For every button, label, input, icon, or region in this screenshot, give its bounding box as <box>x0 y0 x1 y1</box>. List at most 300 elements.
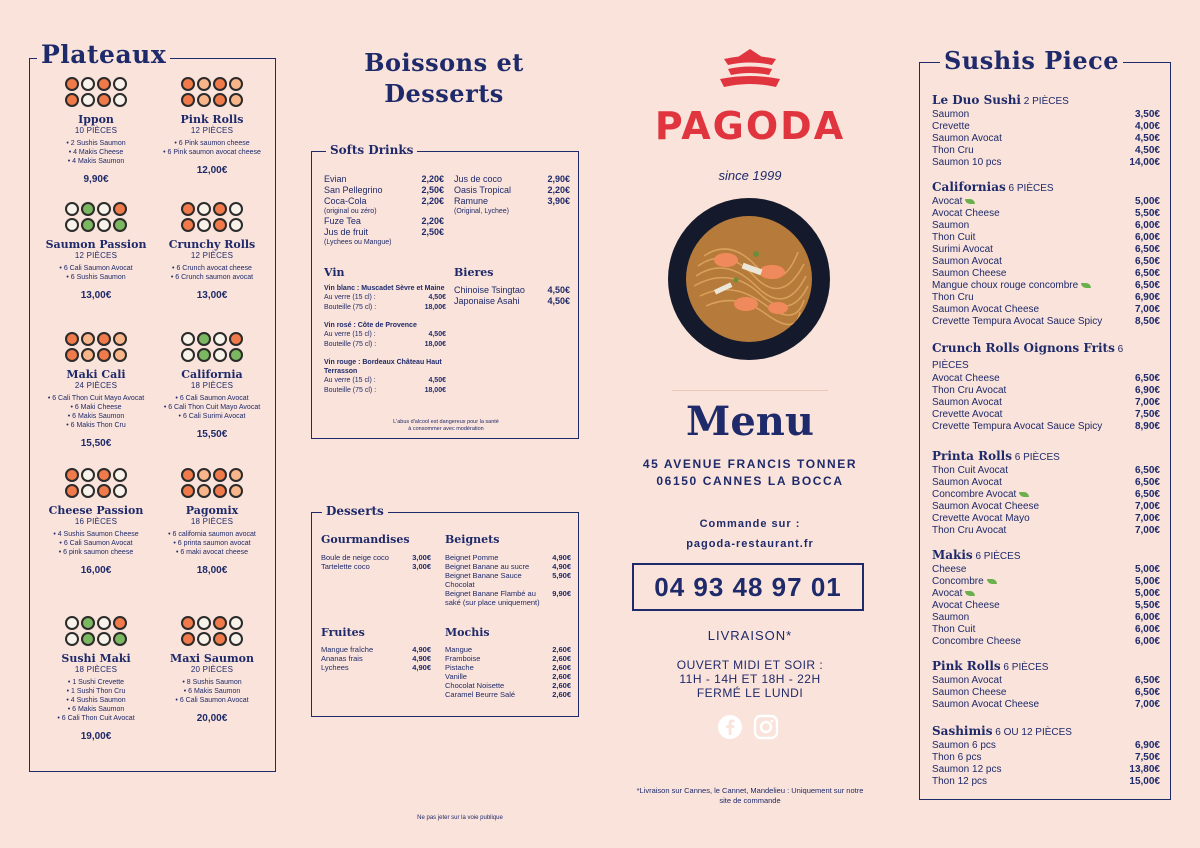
boissons-title-line1: Boissons et <box>364 48 524 77</box>
item-price: 4,00€ <box>1134 121 1160 132</box>
item-note: (original ou zéro) <box>324 208 377 215</box>
item-name: Beignet Banane Sauce Chocolat <box>445 571 522 589</box>
wine-name: Vin blanc : Muscadet Sèvre et Maine <box>324 285 445 292</box>
sushi-category <box>932 341 1160 433</box>
brand-name: PAGODA <box>654 104 846 148</box>
item-price: 6,90€ <box>1134 740 1160 751</box>
item-name: Saumon <box>932 220 970 231</box>
item-name: Japonaise Asahi <box>454 296 520 306</box>
tray-name: Pagomix <box>185 504 239 517</box>
fruites-title: Fruites <box>321 626 365 639</box>
tray-name: Maxi Saumon <box>170 652 254 665</box>
tray-price: 20,00€ <box>196 713 228 724</box>
item-price: 7,50€ <box>1134 752 1160 763</box>
dessert-row <box>445 663 571 672</box>
sushi-item <box>932 513 1160 525</box>
item-price: 5,00€ <box>1134 196 1160 207</box>
tray-card <box>36 466 156 576</box>
sushi-item <box>932 699 1160 711</box>
drink-row <box>454 196 570 207</box>
item-price: 7,00€ <box>1134 397 1160 408</box>
tray-card <box>36 200 156 301</box>
tray-item: • 6 Makis Saumon <box>67 706 125 713</box>
sushi-item <box>932 489 1160 501</box>
sushi-item <box>932 612 1160 624</box>
category-header <box>932 341 1160 373</box>
sushi-item <box>932 316 1160 328</box>
tray-price: 9,90€ <box>83 174 109 185</box>
tray-image <box>179 614 245 648</box>
tray-item: • 4 Makis Saumon <box>67 158 125 165</box>
category-count: 6 OU 12 PIÈCES <box>992 727 1072 738</box>
website-link[interactable]: pagoda-restaurant.fr <box>686 538 814 550</box>
bieres-title: Bieres <box>454 266 494 279</box>
boissons-title <box>314 47 574 109</box>
dessert-row <box>445 690 571 699</box>
softs-drinks-title: Softs Drinks <box>326 143 417 157</box>
sushi-item <box>932 600 1160 612</box>
item-price: 6,50€ <box>1134 268 1160 279</box>
category-count: 6 PIÈCES <box>1005 183 1054 194</box>
address-line2: 06150 CANNES LA BOCCA <box>656 474 844 488</box>
item-name: Oasis Tropical <box>454 185 512 195</box>
tray-item: • 6 maki avocat cheese <box>175 549 249 556</box>
wine-price-row <box>324 330 446 340</box>
wine-price: 4,50€ <box>428 294 446 301</box>
delivery-footnote <box>600 786 900 806</box>
noodle-dish-image <box>668 198 830 360</box>
item-price: 3,50€ <box>1134 109 1160 120</box>
item-name: Cheese <box>932 564 967 575</box>
address <box>600 456 900 490</box>
phone-number[interactable]: 04 93 48 97 01 <box>632 563 864 611</box>
tray-items <box>152 530 272 557</box>
tray-item: • 6 Crunch saumon avocat <box>170 274 254 281</box>
tray-card <box>152 75 272 176</box>
livraison-label: LIVRAISON* <box>707 628 793 643</box>
item-name: Tartelette coco <box>321 562 370 571</box>
wine-price-row <box>324 376 446 386</box>
tray-item: • 6 Cali Surimi Avocat <box>178 413 246 420</box>
hours-line3: FERMÉ LE LUNDI <box>696 686 804 700</box>
tray-card <box>152 330 272 440</box>
tray-image <box>179 330 245 364</box>
item-price: 6,90€ <box>1134 292 1160 303</box>
category-header <box>932 449 1160 465</box>
beer-row <box>454 285 570 296</box>
item-price: 6,50€ <box>1134 256 1160 267</box>
item-price: 4,90€ <box>412 645 431 654</box>
item-price: 3,00€ <box>412 562 431 571</box>
item-name: Saumon Avocat <box>932 133 1002 144</box>
item-price: 4,50€ <box>547 296 570 306</box>
item-price: 6,00€ <box>1134 612 1160 623</box>
item-name: Saumon Avocat <box>932 397 1002 408</box>
sushi-item <box>932 588 1160 600</box>
sushi-item <box>932 409 1160 421</box>
tray-image <box>63 200 129 234</box>
drink-row <box>324 174 444 185</box>
item-name: Fuze Tea <box>324 216 361 226</box>
sushi-category <box>932 93 1160 169</box>
tray-price: 12,00€ <box>196 165 228 176</box>
dessert-row <box>445 562 571 571</box>
item-name: Boule de neige coco <box>321 553 389 562</box>
wine-price-row <box>324 293 446 303</box>
boissons-title-line2: Desserts <box>384 79 504 108</box>
tray-item: • 2 Sushis Saumon <box>66 140 126 147</box>
item-price: 3,00€ <box>412 553 431 562</box>
item-price: 2,20€ <box>547 185 570 195</box>
tray-card <box>36 75 156 185</box>
item-name: Saumon Avocat Cheese <box>932 304 1040 315</box>
wine-format: Au verre (15 cl) : <box>324 377 376 384</box>
item-name: Beignet Banane Flambé au saké (sur place uniquement) <box>445 589 540 607</box>
item-name: Jus de fruit <box>324 227 369 237</box>
tray-card <box>152 614 272 724</box>
item-price: 6,00€ <box>1134 220 1160 231</box>
tray-name: Pink Rolls <box>180 113 244 126</box>
item-price: 5,00€ <box>1134 564 1160 575</box>
sushi-category <box>932 659 1160 711</box>
item-price: 6,50€ <box>1134 489 1160 500</box>
item-name: Saumon Cheese <box>932 687 1007 698</box>
instagram-icon[interactable] <box>753 714 779 740</box>
item-price: 4,50€ <box>547 285 570 295</box>
item-note: (Original, Lychee) <box>454 208 509 215</box>
tray-image <box>179 466 245 500</box>
tray-item: • 6 Makis Thon Cru <box>66 422 126 429</box>
item-name: Ananas frais <box>321 654 363 663</box>
tray-item: • 6 Sushis Saumon <box>66 274 126 281</box>
leaf-icon <box>1019 492 1029 497</box>
dessert-row <box>321 663 431 672</box>
item-name: Thon Cru Avocat <box>932 385 1007 396</box>
hours-line1: OUVERT MIDI ET SOIR : <box>676 658 824 672</box>
sushi-category <box>932 449 1160 537</box>
alcohol-warning <box>324 419 568 433</box>
wine-format: Au verre (15 cl) : <box>324 294 376 301</box>
sushi-item <box>932 373 1160 385</box>
item-name: Beignet Pomme <box>445 553 499 562</box>
no-littering-note: Ne pas jeter sur la voie publique <box>417 815 503 821</box>
tray-price: 15,50€ <box>80 438 112 449</box>
item-name: Thon Cru <box>932 292 974 303</box>
item-name: Saumon <box>932 109 970 120</box>
sushi-item <box>932 675 1160 687</box>
tray-item: • 6 Cali Saumon Avocat <box>59 265 133 272</box>
item-name: Thon 12 pcs <box>932 776 988 787</box>
item-name: Saumon <box>932 612 970 623</box>
sushi-item <box>932 121 1160 133</box>
dessert-row <box>445 672 571 681</box>
tray-count: 24 PIÈCES <box>74 381 118 390</box>
leaf-icon <box>965 199 975 204</box>
tray-items <box>152 678 272 705</box>
menu-divider <box>672 390 828 391</box>
item-name: San Pellegrino <box>324 185 383 195</box>
item-name: Avocat Cheese <box>932 373 1000 384</box>
drink-row <box>324 216 444 227</box>
drink-row <box>454 185 570 196</box>
item-price: 2,60€ <box>552 690 571 699</box>
item-name: Concombre <box>932 576 997 588</box>
dessert-row <box>445 645 571 654</box>
sushis-title: Sushis Piece <box>940 46 1123 75</box>
tray-item: • 6 Maki Cheese <box>70 404 122 411</box>
tray-item: • 4 Sushis Saumon Cheese <box>53 531 139 538</box>
item-price: 6,50€ <box>1134 280 1160 291</box>
tray-image <box>63 614 129 648</box>
item-price: 2,50€ <box>421 185 444 195</box>
item-name: Saumon 10 pcs <box>932 157 1002 168</box>
category-name: Crunch Rolls Oignons Frits <box>932 341 1115 355</box>
sushi-item <box>932 421 1160 433</box>
wine-format: Au verre (15 cl) : <box>324 331 376 338</box>
item-name: Chinoise Tsingtao <box>454 285 525 295</box>
tray-items <box>36 530 156 557</box>
item-price: 7,00€ <box>1134 513 1160 524</box>
tray-item: • 6 pink saumon cheese <box>58 549 134 556</box>
tray-item: • 6 Crunch avocat cheese <box>172 265 252 272</box>
item-price: 2,60€ <box>552 663 571 672</box>
sushi-item <box>932 244 1160 256</box>
item-price: 2,60€ <box>552 654 571 663</box>
category-count: 6 PIÈCES <box>1011 452 1060 463</box>
item-name: Saumon 6 pcs <box>932 740 996 751</box>
item-price: 6,00€ <box>1134 636 1160 647</box>
tray-price: 13,00€ <box>196 290 228 301</box>
sushi-item <box>932 304 1160 316</box>
warning-line2: à consommer avec modération <box>408 426 484 432</box>
item-name: Pistache <box>445 663 474 672</box>
tray-name: Saumon Passion <box>45 238 147 251</box>
category-name: Pink Rolls <box>932 659 1001 673</box>
tray-item: • 6 Cali Saumon Avocat <box>175 697 249 704</box>
item-name: Saumon Cheese <box>932 268 1007 279</box>
item-price: 8,90€ <box>1134 421 1160 432</box>
dessert-row <box>445 681 571 690</box>
sushi-item <box>932 196 1160 208</box>
wine-price: 4,50€ <box>428 377 446 384</box>
item-price: 7,50€ <box>1134 409 1160 420</box>
sushi-category <box>932 548 1160 648</box>
tray-name: Ippon <box>78 113 114 126</box>
item-name: Concombre Avocat <box>932 489 1029 501</box>
tray-item: • 6 Cali Thon Cuit Avocat <box>57 715 135 722</box>
menu-title: Menu <box>686 398 814 445</box>
item-price: 2,20€ <box>421 174 444 184</box>
item-name: Saumon Avocat <box>932 256 1002 267</box>
tray-items <box>36 678 156 723</box>
category-header <box>932 659 1160 675</box>
item-name: Concombre Cheese <box>932 636 1021 647</box>
tray-card <box>36 614 156 742</box>
tray-name: Cheese Passion <box>48 504 144 517</box>
item-price: 6,50€ <box>1134 675 1160 686</box>
sushi-item <box>932 776 1160 788</box>
tray-item: • 4 Makis Cheese <box>68 149 124 156</box>
commande-label: Commande sur : <box>699 518 801 530</box>
category-header <box>932 93 1160 109</box>
tray-items <box>36 394 156 430</box>
hours-line2: 11H - 14H ET 18H - 22H <box>679 672 821 686</box>
item-name: Thon Cru Avocat <box>932 525 1007 536</box>
leaf-icon <box>987 579 997 584</box>
facebook-icon[interactable] <box>717 714 743 740</box>
tray-item: • 6 Makis Saumon <box>183 688 241 695</box>
tray-item: • 8 Sushis Saumon <box>182 679 242 686</box>
tray-items <box>36 139 156 166</box>
item-name: Crevette Tempura Avocat Sauce Spicy <box>932 421 1103 432</box>
item-price: 6,90€ <box>1134 385 1160 396</box>
drink-row <box>454 174 570 185</box>
sushi-item <box>932 624 1160 636</box>
beignets-title: Beignets <box>445 533 500 546</box>
item-price: 4,50€ <box>1134 145 1160 156</box>
category-name: Le Duo Sushi <box>932 93 1021 107</box>
sushi-item <box>932 687 1160 699</box>
tray-image <box>179 200 245 234</box>
tray-count: 18 PIÈCES <box>190 381 234 390</box>
tray-price: 13,00€ <box>80 290 112 301</box>
sushi-item <box>932 220 1160 232</box>
tray-items <box>36 264 156 282</box>
leaf-icon <box>1081 283 1091 288</box>
item-price: 6,50€ <box>1134 244 1160 255</box>
wine-block <box>324 321 446 350</box>
item-name: Surimi Avocat <box>932 244 993 255</box>
category-name: Printa Rolls <box>932 449 1012 463</box>
tray-name: Sushi Maki <box>61 652 131 665</box>
item-price: 15,00€ <box>1129 776 1160 787</box>
tray-item: • 6 Makis Saumon <box>67 413 125 420</box>
drink-row <box>324 227 444 238</box>
sushi-item <box>932 740 1160 752</box>
sushi-item <box>932 752 1160 764</box>
wine-format: Bouteille (75 cl) : <box>324 341 377 348</box>
tray-count: 16 PIÈCES <box>74 517 118 526</box>
mochis-title: Mochis <box>445 626 490 639</box>
item-price: 6,50€ <box>1134 477 1160 488</box>
tray-count: 20 PIÈCES <box>190 665 234 674</box>
item-name: Avocat Cheese <box>932 208 1000 219</box>
item-name: Thon Cuit <box>932 624 976 635</box>
sushi-item <box>932 636 1160 648</box>
sushi-item <box>932 268 1160 280</box>
item-name: Crevette Tempura Avocat Sauce Spicy <box>932 316 1103 327</box>
item-name: Crevette <box>932 121 970 132</box>
tray-item: • 6 Pink saumon cheese <box>174 140 250 147</box>
dessert-row <box>321 553 431 562</box>
wine-price: 18,00€ <box>424 304 446 311</box>
tray-price: 18,00€ <box>196 565 228 576</box>
footnote-line2: site de commande <box>719 796 781 805</box>
wine-block <box>324 358 446 396</box>
softs-drinks-box <box>311 143 579 439</box>
wine-price-row <box>324 303 446 313</box>
category-header <box>932 548 1160 564</box>
item-price: 5,50€ <box>1134 600 1160 611</box>
wine-name: Vin rosé : Côte de Provence <box>324 322 417 329</box>
item-price: 2,20€ <box>421 196 444 206</box>
item-name: Thon Cuit <box>932 232 976 243</box>
wine-name: Vin rouge : Bordeaux Château Haut Terrasson <box>324 359 442 375</box>
sushi-item <box>932 208 1160 220</box>
sushi-item <box>932 133 1160 145</box>
item-price: 8,50€ <box>1134 316 1160 327</box>
sushi-item <box>932 465 1160 477</box>
wine-price-row <box>324 386 446 396</box>
item-name: Thon Cuit Avocat <box>932 465 1008 476</box>
item-price: 6,50€ <box>1134 373 1160 384</box>
address-line1: 45 AVENUE FRANCIS TONNER <box>642 457 858 471</box>
item-price: 7,00€ <box>1134 699 1160 710</box>
tray-count: 10 PIÈCES <box>74 126 118 135</box>
item-name: Coca-Cola <box>324 196 367 206</box>
sushi-item <box>932 145 1160 157</box>
category-count: 2 PIÈCES <box>1021 96 1069 107</box>
tray-item: • 6 Pink saumon avocat cheese <box>163 149 261 156</box>
item-name: Mangue choux rouge concombre <box>932 280 1091 292</box>
sushi-item <box>932 280 1160 292</box>
item-name: Avocat Cheese <box>932 600 1000 611</box>
drink-row <box>324 185 444 196</box>
tray-image <box>63 330 129 364</box>
tray-item: • 6 Cali Thon Cuit Mayo Avocat <box>163 404 261 411</box>
item-name: Mangue fraîche <box>321 645 374 654</box>
item-name: Vanille <box>445 672 467 681</box>
item-price: 9,90€ <box>552 589 571 598</box>
desserts-box <box>311 504 579 717</box>
tray-count: 18 PIÈCES <box>190 517 234 526</box>
category-header <box>932 724 1160 740</box>
item-price: 7,00€ <box>1134 525 1160 536</box>
tray-count: 18 PIÈCES <box>74 665 118 674</box>
category-header <box>932 180 1160 196</box>
wine-format: Bouteille (75 cl) : <box>324 304 377 311</box>
dessert-row <box>445 553 571 562</box>
item-price: 4,90€ <box>412 654 431 663</box>
item-name: Beignet Banane au sucre <box>445 562 530 571</box>
commande-block <box>600 514 900 554</box>
sushi-item <box>932 157 1160 169</box>
item-price: 2,60€ <box>552 672 571 681</box>
sushi-item <box>932 501 1160 513</box>
tray-item: • 6 Cali Saumon Avocat <box>175 395 249 402</box>
item-price: 7,00€ <box>1134 304 1160 315</box>
item-name: Jus de coco <box>454 174 503 184</box>
dessert-row <box>321 562 431 571</box>
tray-item: • 1 Sushi Thon Cru <box>66 688 126 695</box>
item-price: 3,90€ <box>547 196 570 206</box>
item-name: Avocat <box>932 588 975 600</box>
category-name: Sashimis <box>932 724 993 738</box>
item-name: Avocat <box>932 196 975 208</box>
sushi-item <box>932 764 1160 776</box>
item-price: 2,60€ <box>552 645 571 654</box>
item-price: 4,90€ <box>552 562 571 571</box>
item-price: 5,00€ <box>1134 576 1160 587</box>
sushi-item <box>932 256 1160 268</box>
tray-price: 15,50€ <box>196 429 228 440</box>
item-name: Lychees <box>321 663 349 672</box>
sushi-item <box>932 397 1160 409</box>
item-name: Saumon Avocat Cheese <box>932 501 1040 512</box>
tray-image <box>63 75 129 109</box>
item-name: Crevette Avocat Mayo <box>932 513 1030 524</box>
tray-name: Crunchy Rolls <box>168 238 256 251</box>
